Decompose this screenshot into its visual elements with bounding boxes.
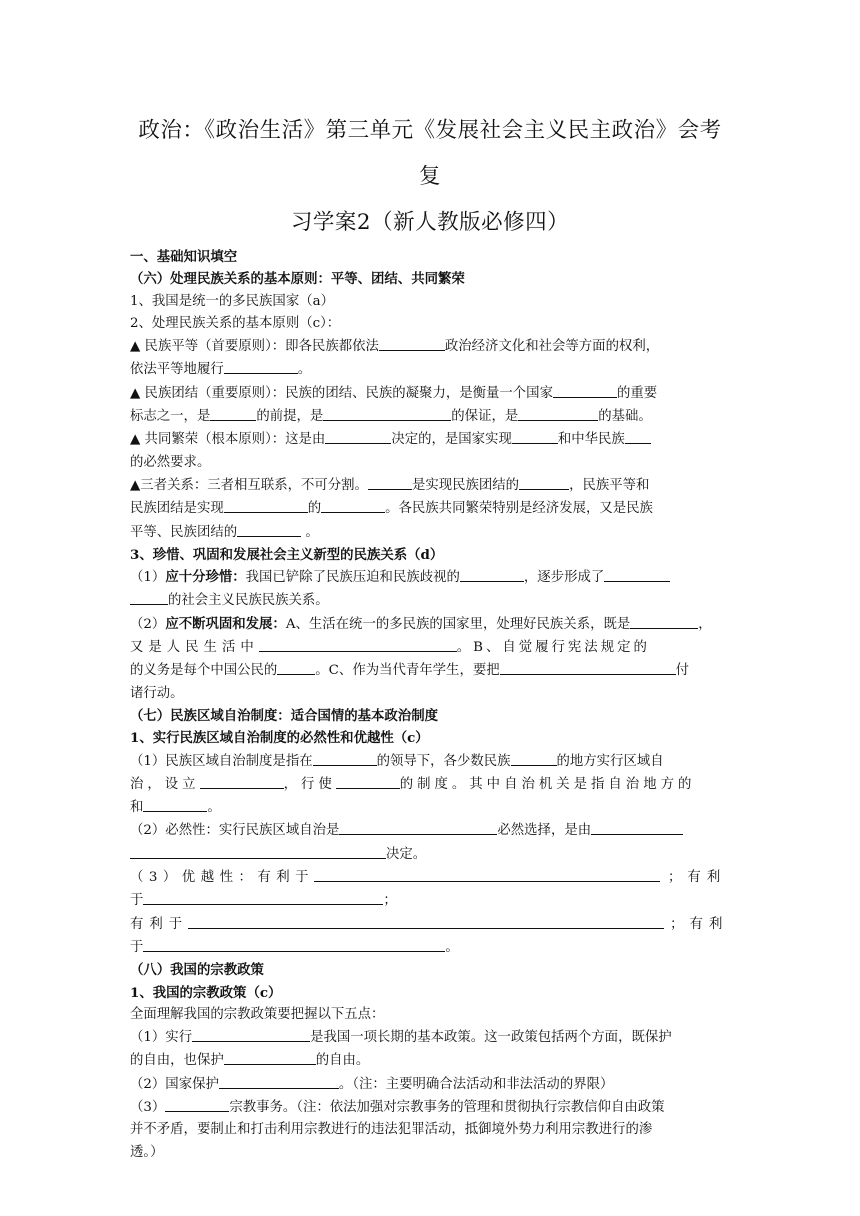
fill-in-blank[interactable] xyxy=(314,866,660,882)
subsection-heading: 3、珍惜、巩固和发展社会主义新型的民族关系（d） xyxy=(130,546,444,563)
text-line xyxy=(130,382,730,405)
text-segment: ▲ 民族平等（首要原则）：即各民族都依法 xyxy=(130,339,379,355)
text-line xyxy=(130,589,730,612)
fill-in-blank[interactable] xyxy=(625,428,651,444)
fill-in-blank[interactable] xyxy=(591,819,683,835)
text-line xyxy=(130,358,730,381)
fill-in-blank[interactable] xyxy=(379,335,445,351)
text-segment: 的领导下，各少数民族 xyxy=(376,753,511,769)
text-segment: 于 xyxy=(130,939,144,955)
text-segment: 的制度。其中自治机关是指自治地方的 xyxy=(399,776,696,792)
text-segment: 。各民族共同繁荣特别是经济发展，又是民族 xyxy=(385,501,653,517)
text-segment: 的前提，是 xyxy=(256,409,324,425)
fill-in-blank[interactable] xyxy=(200,773,284,789)
fill-in-blank[interactable] xyxy=(237,521,301,537)
text-segment: 有利于 xyxy=(130,916,189,932)
text-segment: 宗教事务。（注：依法加强对宗教事务的管理和贯彻执行宗教信仰自由政策 xyxy=(229,1099,665,1115)
fill-in-blank[interactable] xyxy=(336,773,400,789)
fill-in-blank[interactable] xyxy=(519,474,569,490)
text-segment: 是我国一项长期的基本政策。这一政策包括两个方面，既保护 xyxy=(310,1030,672,1046)
fill-in-blank[interactable] xyxy=(192,1026,310,1042)
text-segment: 的自由。 xyxy=(315,1053,370,1069)
text-segment: 依法平等地履行 xyxy=(130,362,224,378)
text-line xyxy=(130,843,730,866)
text-segment: 是实现民族团结的 xyxy=(411,477,520,493)
text-segment: 的义务是每个中国公民的 xyxy=(130,663,278,679)
text-segment: 。（注：主要明确合法活动和非法活动的界限） xyxy=(338,1076,614,1092)
section-heading: 一、基础知识填空 xyxy=(130,249,238,265)
text-segment-bold: 应十分珍惜： xyxy=(165,569,246,586)
fill-in-blank[interactable] xyxy=(224,1049,316,1065)
text-segment: （2） xyxy=(130,616,166,632)
text-segment: 。 xyxy=(207,800,221,816)
text-segment: （2）国家保护 xyxy=(130,1076,219,1092)
text-segment: 必然选择，是由 xyxy=(497,823,592,839)
text-segment: ； xyxy=(383,893,397,909)
text-segment: 的保证，是 xyxy=(451,409,519,425)
text-segment: （1）实行 xyxy=(130,1030,193,1046)
text-line xyxy=(130,428,730,451)
text-segment: 。 xyxy=(301,524,319,540)
text-segment: 的地方实行区域自 xyxy=(556,753,664,769)
fill-in-blank[interactable] xyxy=(368,474,412,490)
text-line xyxy=(130,936,730,959)
text-segment: 平等、民族团结的 xyxy=(130,524,238,540)
text-segment: 和 xyxy=(130,800,144,816)
text-line xyxy=(130,889,730,912)
fill-in-blank[interactable] xyxy=(339,819,497,835)
fill-in-blank[interactable] xyxy=(143,936,445,952)
text-line: 2、处理民族关系的基本原则（c）： xyxy=(130,315,341,331)
text-line xyxy=(130,819,730,842)
fill-in-blank[interactable] xyxy=(143,796,207,812)
fill-in-blank[interactable] xyxy=(511,750,557,766)
text-line: 的必然要求。 xyxy=(130,454,211,470)
text-segment: 的自由，也保护 xyxy=(130,1053,224,1069)
fill-in-blank[interactable] xyxy=(630,613,698,629)
text-segment: （3）优越性：有利于 xyxy=(130,870,315,886)
text-segment: 决定的，是国家实现 xyxy=(391,432,512,448)
text-segment-bold: 应不断巩固和发展： xyxy=(165,615,286,632)
fill-in-blank[interactable] xyxy=(188,913,664,929)
document-title-line-2: 习学案2（新人教版必修四） xyxy=(290,210,570,235)
fill-in-blank[interactable] xyxy=(219,1073,339,1089)
text-segment: 。C、作为当代青年学生，要把 xyxy=(315,663,500,679)
text-line xyxy=(130,1049,730,1072)
text-line xyxy=(130,1073,730,1096)
text-line xyxy=(130,521,730,544)
subsection-heading: 1、实行民族区域自治制度的必然性和优越性（c） xyxy=(130,730,429,747)
text-segment: ▲三者关系：三者相互联系，不可分割。 xyxy=(130,477,368,493)
fill-in-blank[interactable] xyxy=(553,382,617,398)
text-line: 透。） xyxy=(130,1144,164,1160)
text-line xyxy=(130,566,730,589)
text-segment: ，逐步形成了 xyxy=(523,570,605,586)
text-segment: ， xyxy=(698,616,712,632)
text-line: 全面理解我国的宗教政策要把握以下五点： xyxy=(130,1006,385,1022)
text-segment: （3） xyxy=(130,1099,166,1115)
text-segment: ，民族平等和 xyxy=(569,477,650,493)
document-title-line-1: 政治：《政治生活》第三单元《发展社会主义民主政治》会考复 xyxy=(138,118,722,189)
fill-in-blank[interactable] xyxy=(259,636,457,652)
text-segment: 的社会主义民族民族关系。 xyxy=(168,593,329,609)
text-segment: ▲ 共同繁荣（根本原则）：这是由 xyxy=(130,432,326,448)
text-segment: 。B、自觉履行宪法规定的 xyxy=(456,640,650,656)
fill-in-blank[interactable] xyxy=(277,659,315,675)
text-line xyxy=(130,636,730,659)
text-segment: 民族团结是实现 xyxy=(130,501,224,517)
fill-in-blank[interactable] xyxy=(143,889,383,905)
text-segment: A、生活在统一的多民族的国家里，处理好民族关系，既是 xyxy=(285,616,631,632)
text-line xyxy=(130,335,730,358)
text-segment: 决定。 xyxy=(386,846,427,862)
text-line xyxy=(130,1026,730,1049)
text-segment: （1）民族区域自治制度是指在 xyxy=(130,753,313,769)
fill-in-blank[interactable] xyxy=(130,589,168,605)
fill-in-blank[interactable] xyxy=(130,843,386,859)
subsection-heading: （八）我国的宗教政策 xyxy=(130,962,264,979)
text-line: 1、我国是统一的多民族国家（a） xyxy=(130,293,334,309)
fill-in-blank[interactable] xyxy=(460,566,524,582)
text-segment: 标志之一，是 xyxy=(130,409,211,425)
fill-in-blank[interactable] xyxy=(325,428,391,444)
text-segment: （2）必然性：实行民族区域自治是 xyxy=(130,823,340,839)
text-segment: 的重要 xyxy=(616,385,658,401)
text-line xyxy=(130,773,730,796)
fill-in-blank[interactable] xyxy=(165,1096,229,1112)
text-line: 并不矛盾，要制止和打击利用宗教进行的违法犯罪活动，抵御境外势力利用宗教进行的渗 xyxy=(130,1122,653,1138)
fill-in-blank[interactable] xyxy=(313,750,377,766)
text-line xyxy=(130,750,730,773)
fill-in-blank[interactable] xyxy=(321,497,385,513)
text-line xyxy=(130,866,730,889)
text-segment: ；有利 xyxy=(668,870,727,886)
fill-in-blank[interactable] xyxy=(210,405,256,421)
document-page xyxy=(130,108,730,1164)
text-segment: 治，设立 xyxy=(130,776,200,792)
fill-in-blank[interactable] xyxy=(323,405,451,421)
text-line xyxy=(130,659,730,682)
text-segment: ▲ 民族团结（重要原则）：民族的团结、民族的凝聚力，是衡量一个国家 xyxy=(130,385,553,401)
text-line xyxy=(130,796,730,819)
text-segment: 和中华民族 xyxy=(557,432,625,448)
text-line xyxy=(130,474,730,497)
text-line xyxy=(130,1096,730,1119)
text-line: 诸行动。 xyxy=(130,685,184,701)
text-line xyxy=(130,613,730,636)
text-segment: 政治经济文化和社会等方面的权利， xyxy=(444,339,660,355)
text-segment: 又是人民生活中 xyxy=(130,640,259,656)
text-segment: 。 xyxy=(297,362,312,378)
subsection-heading: （六）处理民族关系的基本原则：平等、团结、共同繁荣 xyxy=(130,271,465,288)
subsection-heading: （七）民族区域自治制度：适合国情的基本政治制度 xyxy=(130,707,438,724)
text-segment: （1） xyxy=(130,570,166,586)
text-line xyxy=(130,913,730,936)
subsection-heading: 1、我国的宗教政策（c） xyxy=(130,984,282,1001)
text-segment: 的基础。 xyxy=(598,409,652,425)
fill-in-blank[interactable] xyxy=(604,566,670,582)
text-segment: 。 xyxy=(445,939,459,955)
text-line xyxy=(130,497,730,520)
fill-in-blank[interactable] xyxy=(500,659,676,675)
text-segment: 于 xyxy=(130,893,144,909)
text-segment: 的 xyxy=(307,501,322,517)
text-line xyxy=(130,405,730,428)
fill-in-blank[interactable] xyxy=(512,428,558,444)
text-segment: ，行使 xyxy=(283,776,336,792)
fill-in-blank[interactable] xyxy=(518,405,598,421)
fill-in-blank[interactable] xyxy=(224,497,308,513)
text-segment: 我国已铲除了民族压迫和民族歧视的 xyxy=(245,570,460,586)
text-segment: 付 xyxy=(675,663,690,679)
fill-in-blank[interactable] xyxy=(224,358,298,374)
text-segment: ；有利 xyxy=(670,916,729,932)
